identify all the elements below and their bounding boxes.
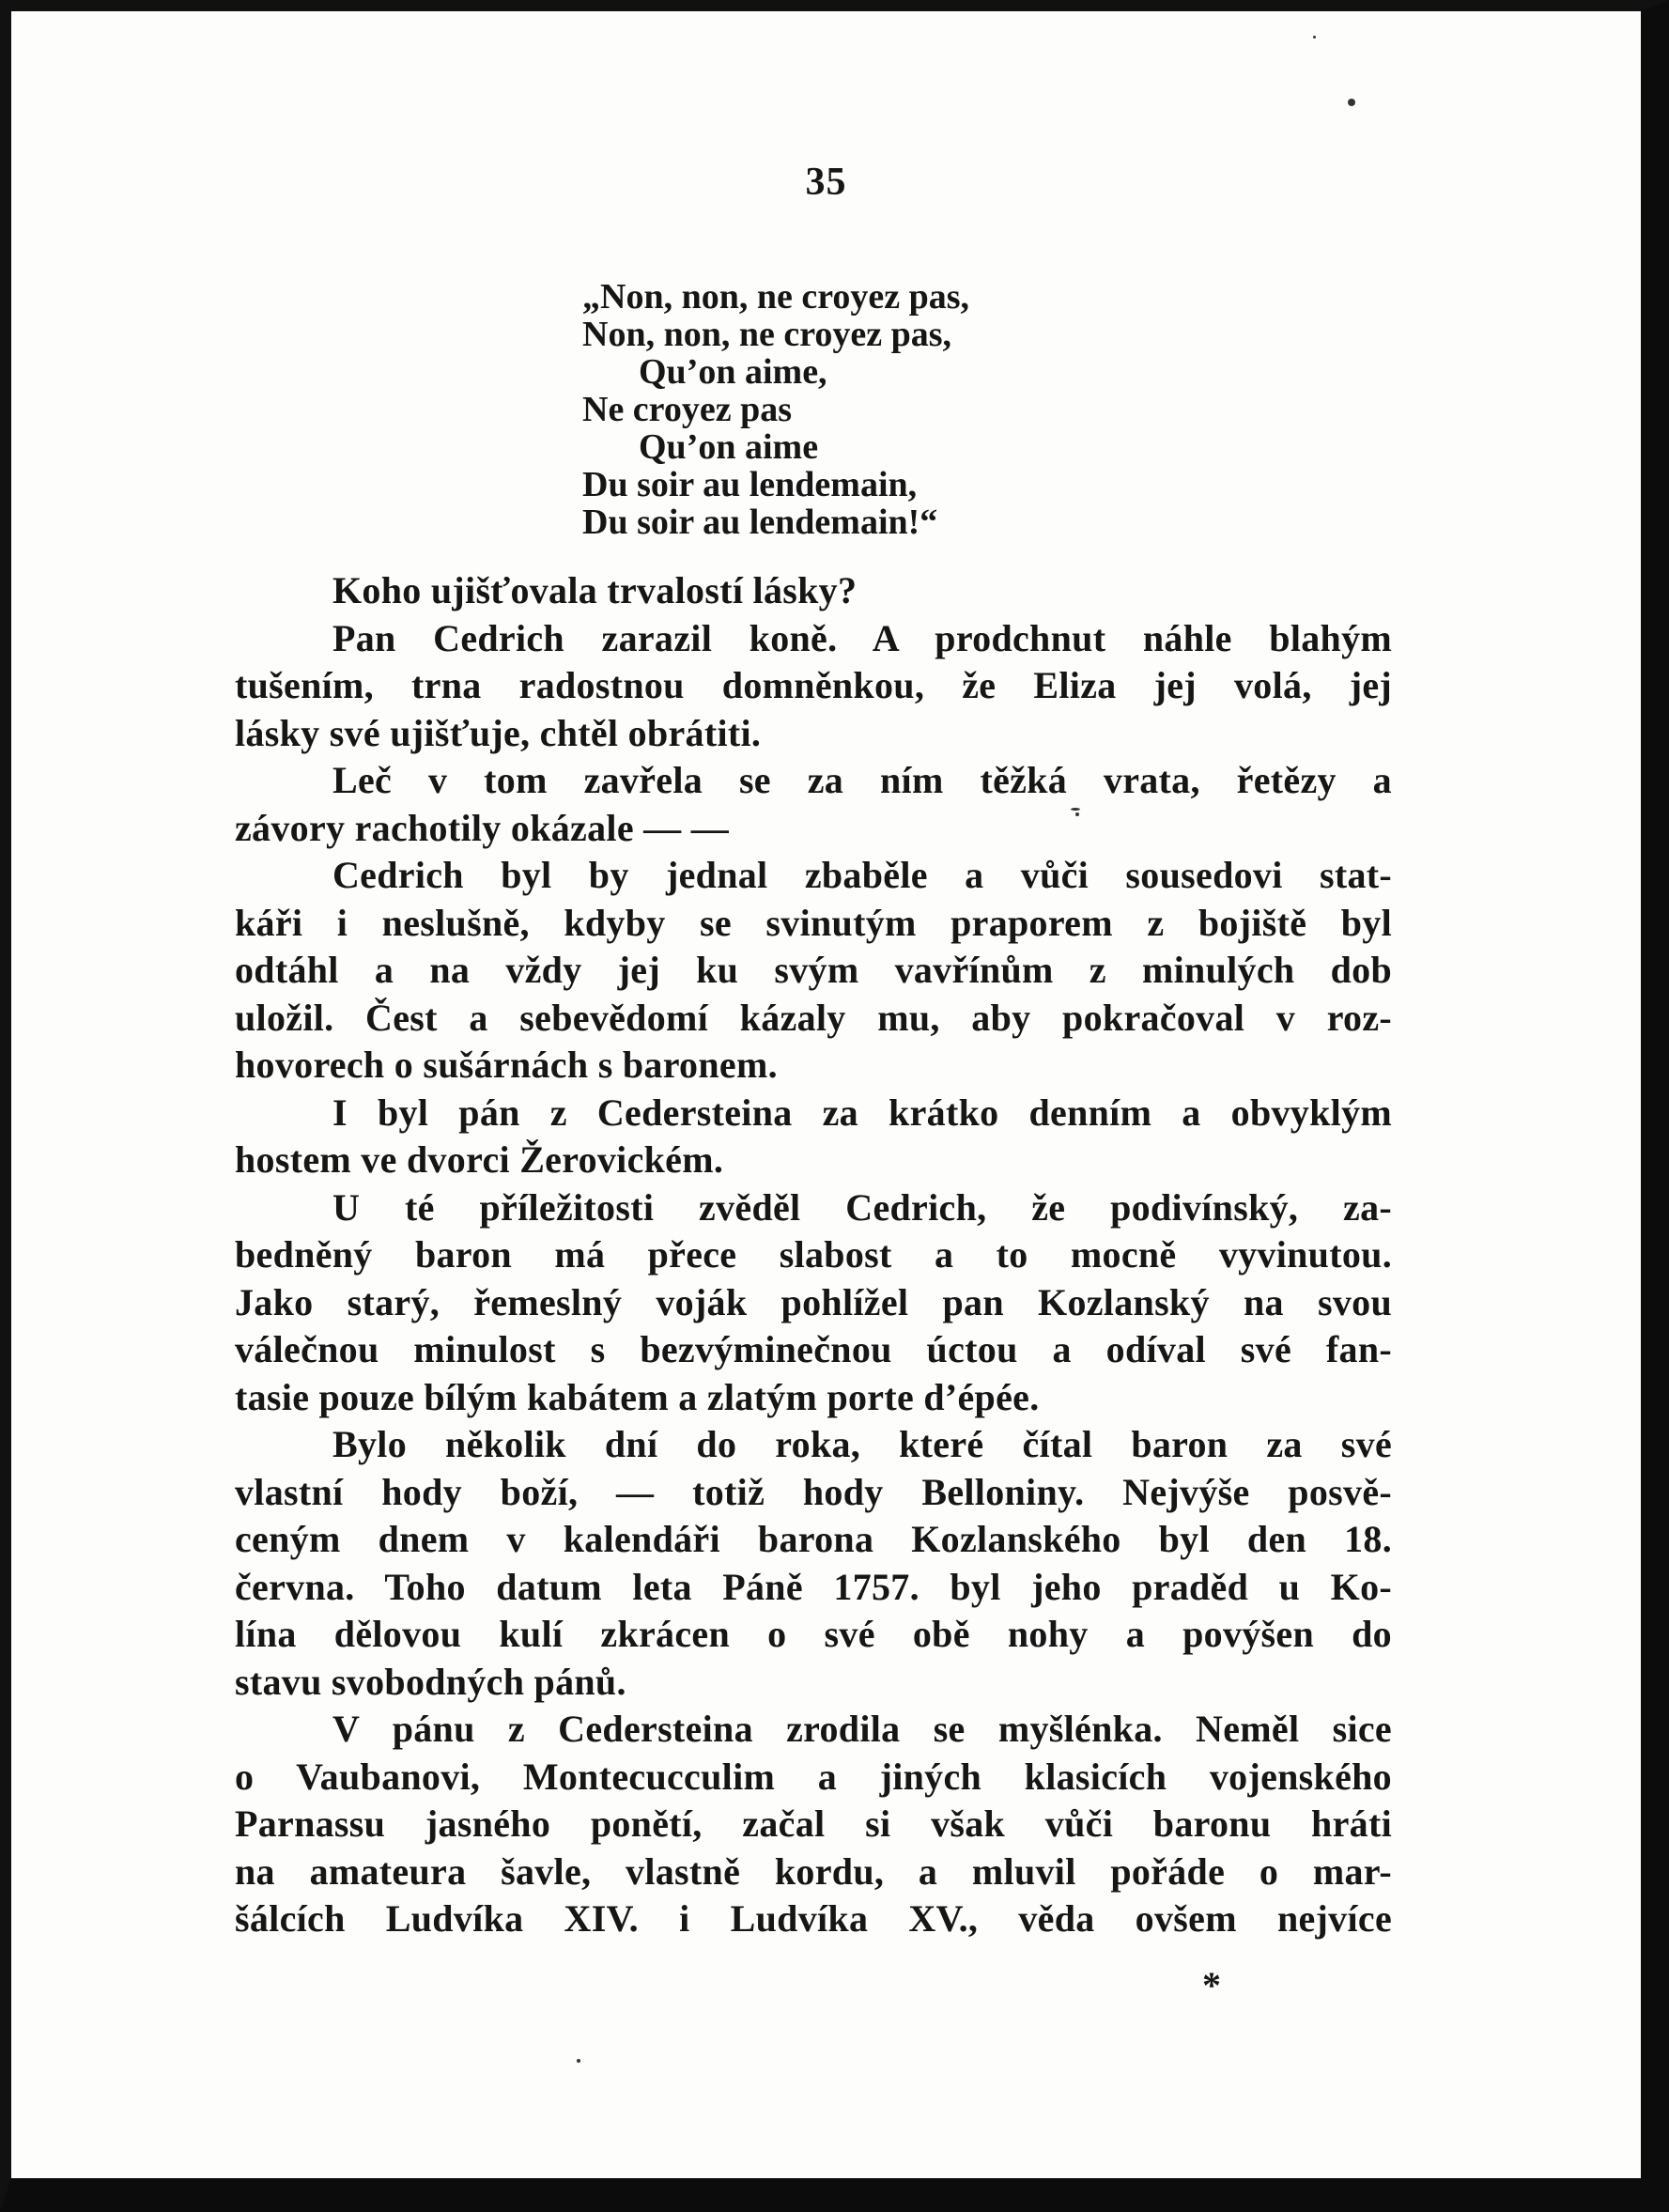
- text-line: uložil. Čest a sebevědomí kázaly mu, aby pokračoval v roz-: [235, 996, 1392, 1039]
- poem-line: Du soir au lendemain!“: [582, 503, 938, 542]
- text-line: Leč v tom zavřela se za ním těžká vrata, řetězy a: [332, 759, 1392, 801]
- text-line: Cedrich byl by jednal zbaběle a vůči sousedovi stat-: [332, 854, 1392, 896]
- text-line: vlastní hody boží, — totiž hody Belloniny. Nejvýše posvě-: [235, 1470, 1392, 1513]
- text-line: V pánu z Cedersteina zrodila se myšlénka. Neměl sice: [332, 1708, 1392, 1750]
- text-line: káři i neslušně, kdyby se svinutým praporem z bojiště byl: [235, 901, 1392, 944]
- text-line: lína dělovou kulí zkrácen o své obě nohy a povýšen do: [235, 1613, 1392, 1655]
- scan-speck: [1075, 812, 1079, 816]
- scan-speck: [577, 2059, 580, 2063]
- signature-mark: *: [1202, 1964, 1221, 2006]
- text-line: odtáhl a na vždy jej ku svým vavřínům z minulých dob: [235, 949, 1392, 991]
- text-line: na amateura šavle, vlastně kordu, a mluvil pořáde o mar-: [235, 1849, 1392, 1893]
- text-line: tasie pouze bílým kabátem a zlatým porte d’épée.: [235, 1375, 1040, 1418]
- poem-line: „Non, non, ne croyez pas,: [582, 277, 970, 317]
- text-line: Parnassu jasného ponětí, začal si však vůči baronu hráti: [235, 1802, 1392, 1845]
- text-line: lásky své ujišťuje, chtěl obrátiti.: [235, 711, 762, 754]
- text-line: hostem ve dvorci Žerovickém.: [235, 1138, 724, 1181]
- text-line: Koho ujišťovala trvalostí lásky?: [332, 569, 858, 611]
- text-line: Pan Cedrich zarazil koně. A prodchnut náhle blahým: [332, 616, 1392, 659]
- page-number: 35: [805, 161, 847, 204]
- text-line: závory rachotily okázale — —: [235, 806, 730, 849]
- text-line: Bylo několik dní do roka, které čítal baron za své: [332, 1423, 1392, 1465]
- text-line: o Vaubanovi, Montecucculim a jiných klasicích vojenského: [235, 1755, 1392, 1798]
- text-line: hovorech o sušárnách s baronem.: [235, 1044, 778, 1086]
- poem-stanza: [582, 278, 969, 541]
- text-line: šálcích Ludvíka XIV. i Ludvíka XV., věda ovšem nejvíce: [235, 1897, 1392, 1940]
- prose-body: [235, 567, 1392, 1943]
- text-line: válečnou minulost s bezvýminečnou úctou a odíval své fan-: [235, 1328, 1392, 1370]
- poem-line: Qu’on aime,: [639, 352, 827, 392]
- poem-line: Ne croyez pas: [582, 390, 793, 429]
- scan-speck: [1313, 36, 1316, 39]
- text-line: U té příležitosti zvěděl Cedrich, že podivínský, za-: [332, 1185, 1392, 1229]
- poem-line: Du soir au lendemain,: [582, 465, 918, 504]
- scan-speck: [1348, 99, 1355, 106]
- text-line: bedněný baron má přece slabost a to mocně vyvinutou.: [235, 1233, 1392, 1276]
- text-line: tušením, trna radostnou domněnkou, že Eliza jej volá, jej: [235, 664, 1392, 706]
- scan-speck: [1071, 808, 1080, 811]
- poem-line: Non, non, ne croyez pas,: [582, 315, 952, 354]
- text-line: I byl pán z Cedersteina za krátko denním a obvyklým: [332, 1091, 1392, 1134]
- text-line: stavu svobodných pánů.: [235, 1660, 626, 1703]
- text-line: ceným dnem v kalendáři barona Kozlanského byl den 18.: [235, 1518, 1392, 1560]
- text-line: června. Toho datum leta Páně 1757. byl jeho praděd u Ko-: [235, 1565, 1392, 1608]
- poem-line: Qu’on aime: [639, 427, 819, 467]
- text-line: Jako starý, řemeslný voják pohlížel pan Kozlanský na svou: [235, 1280, 1392, 1323]
